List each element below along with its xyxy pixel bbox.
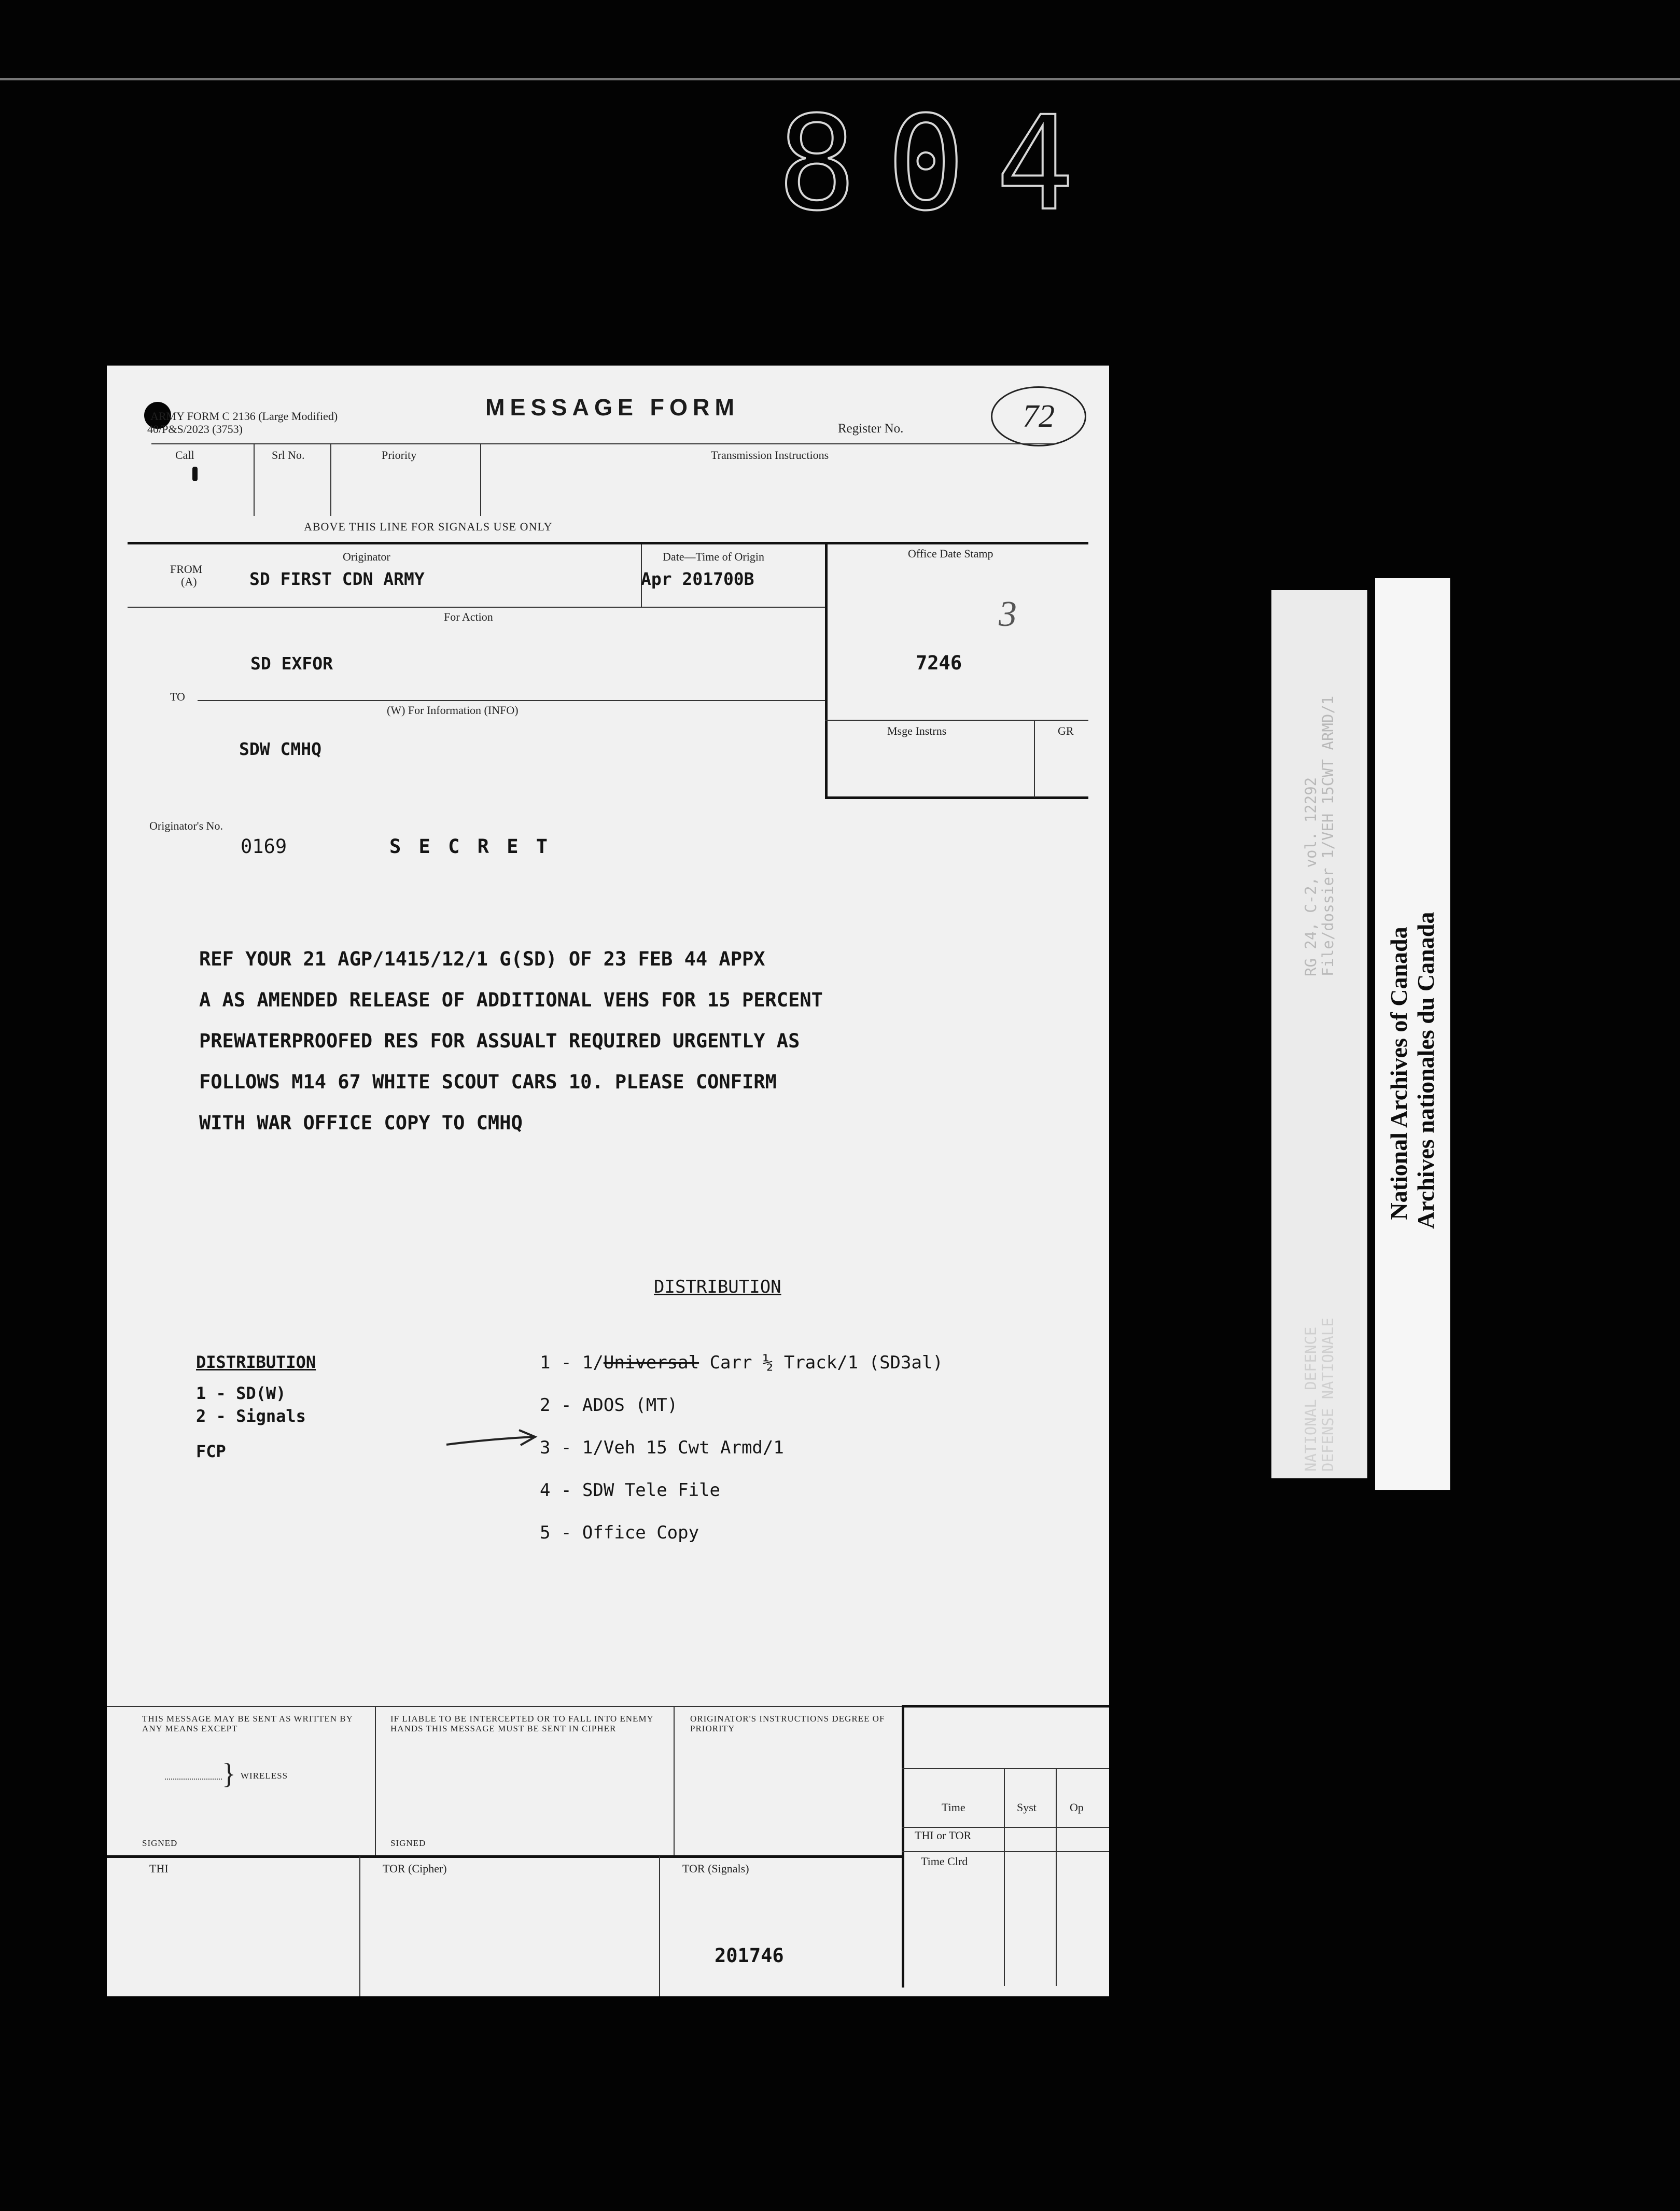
distribution-item: 3 - 1/Veh 15 Cwt Armd/1 (540, 1437, 784, 1458)
rule (359, 1856, 360, 1996)
to-value: SD EXFOR (250, 653, 333, 674)
from-a-label: (A) (181, 575, 197, 588)
signals-use-line: ABOVE THIS LINE FOR SIGNALS USE ONLY (304, 520, 553, 533)
msge-instrns-label: Msge Instrns (887, 724, 947, 737)
film-edge-line (0, 78, 1680, 80)
rule (1004, 1768, 1005, 1986)
distribution-item: 1 - 1/Universal Carr ½ Track/1 (SD3al) (540, 1352, 943, 1373)
archives-name-fr: Archives nationales du Canada (1412, 912, 1439, 1229)
archives-label (1385, 912, 1439, 1229)
thi-tor-label: THI or TOR (915, 1829, 972, 1842)
originators-instructions: ORIGINATOR'S INSTRUCTIONS DEGREE OF PRIORITY (690, 1714, 885, 1733)
register-label: Register No. (838, 422, 904, 436)
archive-reference (1303, 696, 1337, 976)
info-label: (W) For Information (INFO) (387, 704, 519, 717)
gr-label: GR (1058, 724, 1074, 737)
rule (902, 1827, 1109, 1828)
syst-label: Syst (1017, 1801, 1037, 1814)
rule (128, 607, 825, 608)
originators-no: 0169 (241, 835, 287, 858)
initials: FCP (196, 1442, 226, 1461)
handwritten-arrow-icon (444, 1428, 540, 1453)
from-value: SD FIRST CDN ARMY (249, 569, 425, 589)
item-number: 5 (540, 1522, 551, 1543)
brace-icon: } (222, 1758, 236, 1790)
from-label: FROM (170, 563, 203, 576)
archive-reference-strip (1271, 590, 1367, 1478)
item-text: 1/Veh 15 Cwt Armd/1 (582, 1437, 784, 1458)
tor-cipher-label: TOR (Cipher) (383, 1862, 447, 1875)
thick-rule (825, 796, 1088, 799)
date-time-label: Date—Time of Origin (663, 550, 764, 563)
item-number: 2 (540, 1395, 551, 1416)
microfilm-frame-number: 804 (778, 88, 1105, 239)
rule (107, 1706, 902, 1707)
message-form-sheet (107, 366, 1109, 1996)
thick-rule (902, 1705, 1109, 1708)
distribution-left-heading: DISTRIBUTION (196, 1352, 316, 1372)
reference-line: RG 24, C-2, vol. 12292 (1302, 777, 1320, 976)
item-text: Office Copy (582, 1522, 699, 1543)
info-value: SDW CMHQ (239, 739, 321, 759)
stamp-handwritten-mark: 3 (999, 594, 1017, 634)
department-text (1303, 1318, 1337, 1472)
body-line: PREWATERPROOFED RES FOR ASSUALT REQUIRED URGENTLY AS (199, 1030, 800, 1052)
department-line: DEFENSE NATIONALE (1319, 1318, 1337, 1472)
office-stamp-label: Office Date Stamp (908, 547, 993, 560)
rule (825, 720, 1088, 721)
rule (902, 1851, 1109, 1852)
distribution-left-item: 1 - SD(W) (196, 1383, 286, 1403)
rule (375, 1706, 376, 1856)
stamp-number: 7246 (916, 652, 962, 674)
register-number-circle (991, 386, 1086, 446)
rule (480, 443, 481, 516)
thick-rule (825, 542, 828, 799)
body-line: WITH WAR OFFICE COPY TO CMHQ (199, 1112, 523, 1134)
body-line: REF YOUR 21 AGP/1415/12/1 G(SD) OF 23 FEB 44 APPX (199, 948, 765, 970)
srl-label: Srl No. (272, 449, 305, 461)
distribution-item: 2 - ADOS (MT) (540, 1395, 678, 1416)
priority-label: Priority (382, 449, 417, 461)
department-line: NATIONAL DEFENCE (1302, 1326, 1320, 1472)
register-number: 72 (1023, 399, 1055, 434)
body-line: A AS AMENDED RELEASE OF ADDITIONAL VEHS FOR 15 PERCENT (199, 989, 823, 1011)
item-number: 4 (540, 1480, 551, 1501)
item-text: SDW Tele File (582, 1480, 721, 1501)
signed-label: SIGNED (390, 1838, 426, 1848)
distribution-left (196, 1351, 316, 1463)
date-time-value: Apr 201700B (641, 569, 754, 589)
ink-mark (192, 467, 198, 481)
to-label: TO (170, 690, 185, 703)
message-body (199, 939, 823, 1143)
thick-rule (902, 1705, 904, 1988)
distribution-item: 5 - Office Copy (540, 1522, 699, 1543)
classification: S E C R E T (389, 835, 551, 858)
transmission-label: Transmission Instructions (711, 449, 829, 461)
rule (151, 443, 1056, 444)
time-label: Time (942, 1801, 965, 1814)
originator-label: Originator (343, 550, 390, 563)
wireless-label: WIRELESS (241, 1771, 288, 1781)
distribution-left-item: 2 - Signals (196, 1406, 306, 1426)
tor-signals-label: TOR (Signals) (682, 1862, 749, 1875)
thick-rule (128, 542, 1088, 544)
distribution-item: 4 - SDW Tele File (540, 1480, 721, 1501)
archives-label-strip (1375, 578, 1450, 1490)
distribution-heading: DISTRIBUTION (654, 1277, 781, 1297)
rule (902, 1768, 1109, 1769)
archives-name-en: National Archives of Canada (1385, 927, 1412, 1220)
signed-label: SIGNED (142, 1838, 178, 1848)
thick-rule (107, 1855, 903, 1858)
for-action-label: For Action (444, 610, 493, 623)
send-as-written-text: THIS MESSAGE MAY BE SENT AS WRITTEN BY ANY MEANS EXCEPT (142, 1714, 353, 1733)
rule (330, 443, 331, 516)
rule (1056, 1768, 1057, 1986)
reference-line: File/dossier 1/VEH 15CWT ARMD/1 (1319, 695, 1337, 976)
item-number: 1 (540, 1352, 551, 1373)
time-clrd-label: Time Clrd (921, 1855, 968, 1868)
wireless-dotline (165, 1779, 222, 1780)
cipher-text: IF LIABLE TO BE INTERCEPTED OR TO FALL INTO ENEMY HANDS THIS MESSAGE MUST BE SENT IN CIPHER (390, 1714, 654, 1733)
thi-label: THI (149, 1862, 169, 1875)
rule (198, 700, 825, 701)
item-text: ADOS (MT) (582, 1395, 678, 1416)
item-number: 3 (540, 1437, 551, 1458)
rule (1034, 720, 1035, 797)
tor-signals-value: 201746 (715, 1944, 784, 1967)
originators-no-label: Originator's No. (149, 819, 223, 832)
body-line: FOLLOWS M14 67 WHITE SCOUT CARS 10. PLEASE CONFIRM (199, 1071, 777, 1093)
form-id: ARMY FORM C 2136 (Large Modified) (150, 410, 338, 423)
rule (674, 1706, 675, 1856)
rule (254, 443, 255, 516)
item-text: 1/Universal Carr ½ Track/1 (SD3al) (582, 1352, 943, 1373)
distribution-list (540, 1341, 943, 1554)
form-title: MESSAGE FORM (485, 394, 740, 421)
op-label: Op (1070, 1801, 1084, 1814)
rule (659, 1856, 660, 1996)
form-code: 40/P&S/2023 (3753) (147, 423, 243, 436)
call-label: Call (175, 449, 194, 461)
